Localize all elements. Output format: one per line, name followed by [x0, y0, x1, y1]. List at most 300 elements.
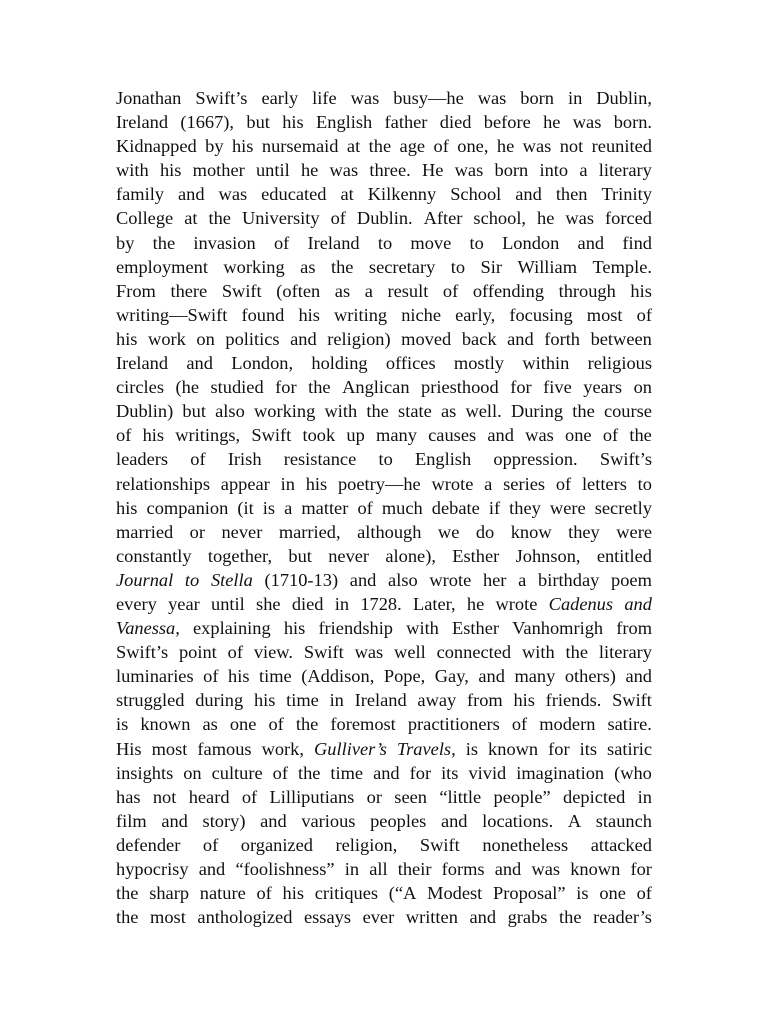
- word: working: [253, 401, 316, 422]
- word: constantly: [116, 545, 192, 566]
- word: up: [346, 425, 365, 446]
- word: married: [116, 521, 174, 542]
- word: but: [182, 401, 206, 422]
- word: letters: [581, 473, 627, 494]
- word: to: [450, 256, 466, 277]
- word: “little: [439, 786, 482, 807]
- word: mostly: [453, 353, 504, 374]
- text-line: [116, 303, 652, 327]
- word: focusing: [509, 304, 573, 325]
- word: A: [567, 810, 582, 831]
- word: much: [381, 497, 423, 518]
- word: of: [442, 280, 459, 301]
- word: explaining: [193, 618, 271, 639]
- text-line: [116, 688, 652, 712]
- word: five: [543, 377, 572, 398]
- word: is: [116, 714, 129, 735]
- word: Travels,: [396, 738, 456, 759]
- word: educated: [261, 184, 327, 205]
- word: Vanhomrigh: [512, 618, 604, 639]
- word: found: [241, 304, 285, 325]
- word: literary: [598, 160, 652, 181]
- word: the: [559, 907, 582, 928]
- word: of: [116, 425, 132, 446]
- word: matter: [301, 497, 349, 518]
- word: of: [636, 883, 652, 904]
- word: busy—he: [393, 88, 464, 108]
- word: and: [624, 593, 652, 614]
- word: is: [262, 497, 276, 518]
- word: forth: [544, 328, 580, 349]
- word: also: [388, 569, 418, 590]
- word: the: [116, 883, 139, 904]
- word: of: [330, 208, 346, 229]
- word: circles: [116, 377, 164, 398]
- word: wrote: [431, 473, 474, 494]
- word: and: [198, 859, 226, 879]
- word: heard: [188, 786, 230, 807]
- word: film: [116, 810, 147, 831]
- word: has: [116, 786, 141, 807]
- word: defender: [116, 834, 181, 855]
- word: Stella: [210, 569, 253, 590]
- word: attacked: [590, 834, 652, 855]
- word: Vanessa,: [116, 618, 180, 639]
- word: in: [637, 786, 652, 807]
- text-line: [116, 423, 652, 447]
- word: not: [152, 786, 177, 807]
- word: one,: [457, 136, 489, 157]
- word: took: [302, 425, 336, 446]
- word: grabs: [507, 907, 548, 928]
- word: (Addison,: [301, 666, 375, 687]
- word: they: [509, 497, 541, 518]
- word: studied: [210, 377, 264, 398]
- word: his: [630, 280, 652, 301]
- word: Lilliputians: [269, 786, 355, 807]
- word: luminaries: [116, 666, 194, 687]
- word: his: [142, 425, 165, 446]
- word: the: [152, 232, 176, 253]
- word: hypocrisy: [116, 859, 189, 879]
- word: known: [570, 859, 621, 879]
- word: Gulliver’s: [314, 738, 387, 759]
- word: forms: [441, 859, 485, 879]
- word: at: [184, 208, 198, 229]
- word: and: [161, 810, 188, 831]
- word: of: [256, 883, 272, 904]
- word: most: [151, 738, 188, 759]
- word: on: [183, 762, 202, 783]
- word: we: [437, 521, 460, 542]
- word: together,: [207, 545, 273, 566]
- word: various: [301, 810, 356, 831]
- word: Ireland: [307, 232, 360, 253]
- word: depicted: [563, 786, 626, 807]
- word: a: [518, 569, 527, 590]
- word: literary: [598, 642, 652, 663]
- word: for: [630, 859, 652, 879]
- word: his: [282, 883, 304, 904]
- word: work: [148, 328, 186, 349]
- word: do: [475, 521, 495, 542]
- word: never: [328, 545, 370, 566]
- text-line: [116, 375, 652, 399]
- word: and: [469, 907, 497, 928]
- word: was: [329, 160, 359, 181]
- word: their: [397, 859, 432, 879]
- word: William: [517, 256, 577, 277]
- word: also: [215, 401, 245, 422]
- word: his: [298, 304, 320, 325]
- word: was: [454, 160, 484, 181]
- word: anthologized: [197, 907, 293, 928]
- word: never: [221, 521, 263, 542]
- word: of: [636, 304, 652, 325]
- word: school,: [473, 208, 527, 229]
- word: Esther: [452, 545, 500, 566]
- word: Temple.: [592, 256, 652, 277]
- word: move: [410, 232, 452, 253]
- word: the: [330, 256, 354, 277]
- word: Cadenus: [548, 593, 614, 614]
- text-line: [116, 182, 652, 206]
- word: by: [116, 232, 135, 253]
- word: well: [394, 642, 426, 663]
- word: not: [559, 136, 584, 157]
- word: were: [549, 497, 586, 518]
- word: was: [565, 208, 595, 229]
- word: Swift’s: [195, 88, 248, 108]
- word: connected: [436, 642, 512, 663]
- word: by: [205, 136, 224, 157]
- word: Swift: [221, 280, 262, 301]
- word: the: [629, 425, 652, 446]
- word: the: [116, 907, 139, 928]
- word: his: [283, 618, 306, 639]
- word: into: [539, 160, 569, 181]
- word: secretly: [594, 497, 652, 518]
- word: Ireland: [116, 112, 169, 133]
- text-line: [116, 761, 652, 785]
- word: with: [324, 401, 358, 422]
- word: as: [334, 280, 351, 301]
- word: College: [116, 208, 174, 229]
- word: University: [241, 208, 320, 229]
- word: Dublin,: [596, 88, 652, 108]
- word: as: [202, 714, 218, 735]
- word: Journal: [116, 569, 174, 590]
- word: early: [261, 88, 299, 108]
- word: nursemaid: [261, 136, 339, 157]
- word: her: [482, 569, 507, 590]
- word: many: [376, 425, 417, 446]
- word: English: [316, 112, 373, 133]
- word: she: [256, 593, 281, 614]
- word: its: [441, 762, 459, 783]
- word: poetry—he: [337, 473, 421, 494]
- word: his: [116, 497, 138, 518]
- text-line: [116, 231, 652, 255]
- word: to: [469, 232, 484, 253]
- word: at: [346, 136, 361, 157]
- word: was: [354, 642, 384, 663]
- word: series: [503, 473, 546, 494]
- word: religious: [587, 353, 652, 374]
- word: the: [308, 377, 331, 398]
- word: of: [241, 786, 258, 807]
- word: seen: [394, 786, 427, 807]
- word: religion): [327, 328, 391, 349]
- word: Proposal”: [493, 883, 566, 904]
- word: his: [116, 328, 138, 349]
- word: father: [384, 112, 428, 133]
- word: the: [572, 401, 595, 422]
- word: there: [170, 280, 208, 301]
- word: all: [369, 859, 388, 879]
- word: nonetheless: [482, 834, 569, 855]
- word: Pope,: [383, 666, 426, 687]
- word: through: [558, 280, 616, 301]
- word: Ireland: [116, 353, 169, 374]
- word: Anglican: [342, 377, 410, 398]
- word: the: [565, 642, 589, 663]
- word: result: [387, 280, 429, 301]
- word: one: [599, 883, 626, 904]
- word: his: [159, 160, 182, 181]
- word: family: [116, 184, 165, 205]
- word: and: [178, 184, 205, 205]
- word: (“A: [388, 883, 417, 904]
- word: on: [196, 328, 215, 349]
- word: vivid: [468, 762, 507, 783]
- word: satire.: [607, 714, 652, 735]
- text-line: [116, 255, 652, 279]
- word: then: [555, 184, 588, 205]
- text-line: [116, 327, 652, 351]
- word: debate: [431, 497, 480, 518]
- word: between: [590, 328, 652, 349]
- word: “foolishness”: [235, 859, 335, 879]
- word: wrote: [495, 593, 538, 614]
- text-line: [116, 279, 652, 303]
- word: Swift: [419, 834, 460, 855]
- word: writing—Swift: [116, 304, 228, 325]
- word: years: [583, 377, 623, 398]
- word: Trinity: [601, 184, 652, 205]
- word: as: [440, 401, 457, 422]
- word: London,: [231, 353, 294, 374]
- word: Modest: [427, 883, 483, 904]
- word: from: [616, 618, 652, 639]
- word: known: [488, 738, 539, 759]
- word: he: [537, 208, 555, 229]
- word: priesthood: [421, 377, 499, 398]
- word: find: [622, 232, 652, 253]
- word: essays: [303, 907, 351, 928]
- word: they: [568, 521, 600, 542]
- word: every: [116, 593, 157, 614]
- word: and: [577, 232, 605, 253]
- word: Swift’s: [599, 449, 652, 470]
- word: was: [350, 88, 380, 108]
- word: year: [168, 593, 200, 614]
- word: from: [466, 690, 503, 711]
- text-line: [116, 664, 652, 688]
- word: early,: [455, 304, 496, 325]
- word: sharp: [149, 883, 190, 904]
- word: was: [477, 88, 507, 108]
- word: his: [228, 666, 250, 687]
- word: of: [555, 473, 572, 494]
- word: he: [496, 136, 515, 157]
- word: is: [465, 738, 479, 759]
- word: the: [368, 136, 392, 157]
- word: time: [286, 690, 319, 711]
- word: until: [255, 160, 290, 181]
- word: most: [586, 304, 623, 325]
- word: age: [399, 136, 426, 157]
- text-line: [116, 712, 652, 736]
- word: is: [576, 883, 589, 904]
- text-line: [116, 857, 652, 881]
- text-line: [116, 833, 652, 857]
- word: London: [502, 232, 560, 253]
- word: a: [579, 160, 588, 181]
- text-line: [116, 881, 652, 905]
- word: oppression.: [493, 449, 578, 470]
- word: Swift: [251, 425, 292, 446]
- text-line: [116, 616, 652, 640]
- text-line: [116, 472, 652, 496]
- word: organized: [240, 834, 313, 855]
- text-line: [116, 785, 652, 809]
- word: and: [625, 666, 652, 687]
- word: written: [405, 907, 458, 928]
- word: His: [116, 738, 142, 759]
- word: secretary: [368, 256, 436, 277]
- word: ever: [362, 907, 395, 928]
- word: was: [572, 112, 602, 133]
- word: moved: [401, 328, 452, 349]
- word: alone),: [385, 545, 436, 566]
- word: away: [417, 690, 457, 711]
- word: time: [259, 666, 292, 687]
- text-line: [116, 158, 652, 182]
- word: with: [406, 618, 439, 639]
- word: writings,: [175, 425, 241, 446]
- text-line: [116, 399, 652, 423]
- word: famous: [197, 738, 252, 759]
- word: of: [202, 834, 219, 855]
- word: of: [203, 666, 219, 687]
- word: a: [284, 497, 293, 518]
- word: his: [231, 136, 254, 157]
- word: born: [520, 88, 554, 108]
- word: in: [329, 690, 344, 711]
- word: 1728.: [360, 593, 402, 614]
- word: critiques: [314, 883, 379, 904]
- word: birthday: [538, 569, 600, 590]
- word: and: [186, 353, 213, 374]
- word: of: [272, 762, 288, 783]
- word: his: [253, 690, 276, 711]
- word: course: [603, 401, 652, 422]
- word: and: [349, 569, 377, 590]
- word: born: [494, 160, 529, 181]
- word: born.: [613, 112, 652, 133]
- word: a: [484, 473, 493, 494]
- word: one: [229, 714, 257, 735]
- word: most: [150, 907, 186, 928]
- word: view.: [253, 642, 293, 663]
- word: and: [440, 810, 468, 831]
- word: religion,: [335, 834, 398, 855]
- word: Esther: [452, 618, 500, 639]
- word: the: [208, 208, 231, 229]
- word: working: [223, 256, 285, 277]
- word: during: [195, 690, 244, 711]
- word: and: [487, 425, 514, 446]
- text-line: [116, 496, 652, 520]
- word: Kilkenny: [367, 184, 437, 205]
- word: forced: [605, 208, 652, 229]
- word: in: [567, 88, 583, 108]
- word: for: [548, 738, 570, 759]
- word: niche: [401, 304, 442, 325]
- body-text: [116, 86, 652, 929]
- word: English: [414, 449, 472, 470]
- word: in: [280, 473, 295, 494]
- word: Swift’s: [116, 642, 169, 663]
- word: he: [543, 112, 561, 133]
- word: in: [344, 859, 360, 879]
- word: was: [525, 425, 554, 446]
- word: friends.: [545, 690, 602, 711]
- word: before: [483, 112, 531, 133]
- word: mother: [192, 160, 245, 181]
- word: or: [189, 521, 205, 542]
- word: insights: [116, 762, 174, 783]
- word: (1710-13): [264, 569, 339, 590]
- word: at: [340, 184, 354, 205]
- word: people”: [493, 786, 551, 807]
- word: Ireland: [354, 690, 407, 711]
- word: work,: [261, 738, 304, 759]
- word: Irish: [227, 449, 262, 470]
- word: causes: [428, 425, 477, 446]
- word: entitled: [596, 545, 652, 566]
- word: peoples: [370, 810, 427, 831]
- word: relationships: [116, 473, 210, 494]
- word: wrote: [429, 569, 472, 590]
- word: state: [398, 401, 432, 422]
- word: of: [602, 425, 619, 446]
- text-line: [116, 520, 652, 544]
- text-line: [116, 640, 652, 664]
- word: (often: [276, 280, 321, 301]
- word: and: [494, 859, 522, 879]
- text-line: [116, 737, 652, 761]
- word: with: [521, 642, 555, 663]
- word: After: [423, 208, 463, 229]
- word: in: [334, 593, 350, 614]
- text-line: [116, 592, 652, 616]
- word: life: [312, 88, 337, 108]
- word: his: [305, 473, 328, 494]
- text-line: [116, 905, 652, 929]
- word: story): [202, 810, 246, 831]
